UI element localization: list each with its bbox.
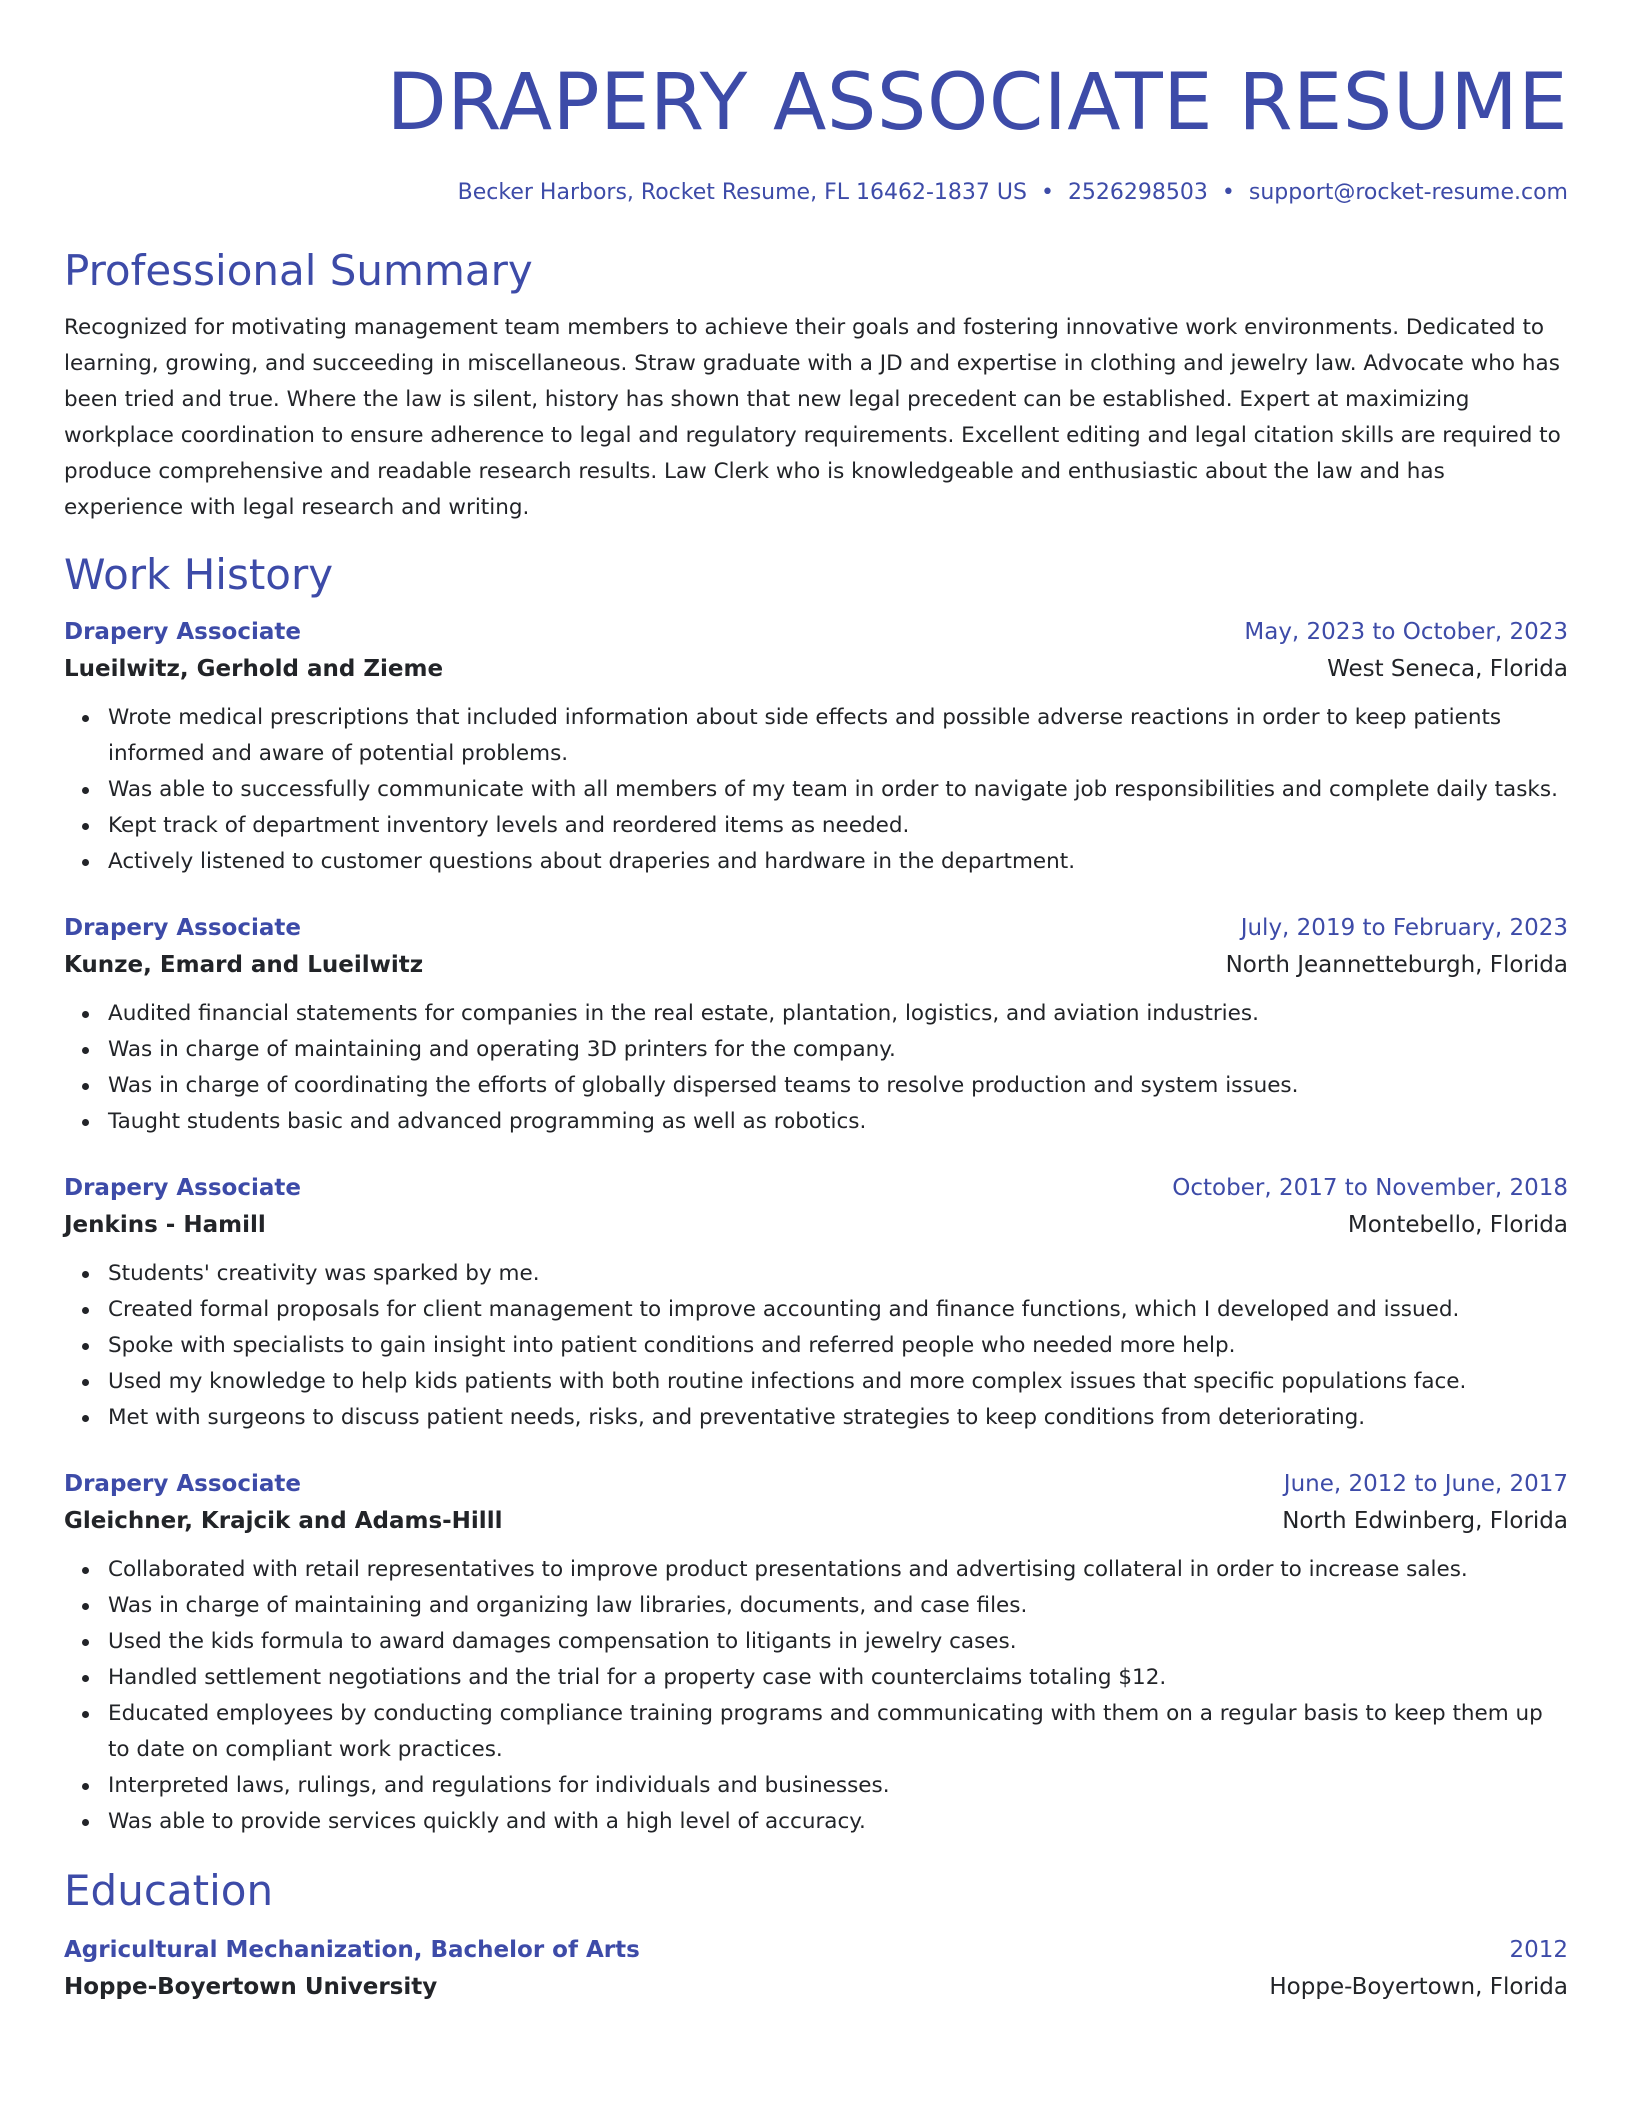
job-bullet: Met with surgeons to discuss patient needs, risks, and preventative strategies to keep conditions from deteriorating. xyxy=(108,1400,1568,1436)
job-bullet: Wrote medical prescriptions that included information about side effects and possible adverse reactions in order to keep patients informed and aware of potential problems. xyxy=(108,700,1568,772)
job-bullet: Educated employees by conducting compliance training programs and communicating with them on a regular basis to keep them up to date on compliant work practices. xyxy=(108,1696,1568,1768)
job-bullet-list xyxy=(64,996,1568,1140)
job-bullet: Interpreted laws, rulings, and regulations for individuals and businesses. xyxy=(108,1768,1568,1804)
job-location: North Jeannetteburgh, Florida xyxy=(1225,952,1568,978)
job-bullet: Kept track of department inventory levels and reordered items as needed. xyxy=(108,808,1568,844)
job-bullet: Created formal proposals for client management to improve accounting and finance functions, which I developed and issued. xyxy=(108,1292,1568,1328)
contact-address: Becker Harbors, Rocket Resume, FL 16462-1837 US xyxy=(457,180,1027,205)
job-bullet: Spoke with specialists to gain insight into patient conditions and referred people who needed more help. xyxy=(108,1328,1568,1364)
job-title: Drapery Associate xyxy=(64,1471,301,1497)
job-bullet-list xyxy=(64,1552,1568,1840)
resume-title: DRAPERY ASSOCIATE RESUME xyxy=(386,58,1568,148)
contact-email: support@rocket-resume.com xyxy=(1248,180,1568,205)
professional-summary-section xyxy=(64,244,1568,526)
job-bullet: Was in charge of maintaining and operating 3D printers for the company. xyxy=(108,1032,1568,1068)
job-bullet: Was in charge of maintaining and organizing law libraries, documents, and case files. xyxy=(108,1588,1568,1624)
job-location: West Seneca, Florida xyxy=(1327,656,1568,682)
job-dates: June, 2012 to June, 2017 xyxy=(1283,1471,1568,1497)
job-company: Jenkins - Hamill xyxy=(64,1212,266,1238)
education-location: Hoppe-Boyertown, Florida xyxy=(1269,1974,1568,2000)
job-bullet: Was able to provide services quickly and with a high level of accuracy. xyxy=(108,1804,1568,1840)
work-history-section xyxy=(64,548,1568,1840)
education-degree: Agricultural Mechanization, Bachelor of Arts xyxy=(64,1937,640,1963)
job-location: Montebello, Florida xyxy=(1347,1212,1568,1238)
contact-phone: 2526298503 xyxy=(1067,180,1208,205)
job-title: Drapery Associate xyxy=(64,619,301,645)
contact-separator: • xyxy=(1040,180,1054,205)
job-bullet: Actively listened to customer questions about draperies and hardware in the department. xyxy=(108,844,1568,880)
job-dates: October, 2017 to November, 2018 xyxy=(1172,1175,1568,1201)
job-bullet: Audited financial statements for companies in the real estate, plantation, logistics, and aviation industries. xyxy=(108,996,1568,1032)
job-company: Gleichner, Krajcik and Adams-Hilll xyxy=(64,1508,503,1534)
section-heading-summary: Professional Summary xyxy=(64,246,533,295)
education-entry xyxy=(64,1932,1568,2006)
job-bullet: Used the kids formula to award damages compensation to litigants in jewelry cases. xyxy=(108,1624,1568,1660)
contact-separator: • xyxy=(1221,180,1235,205)
summary-text: Recognized for motivating management team members to achieve their goals and fostering innovative work environments. Dedicated to learning, growing, and succeeding in miscellaneous. Straw graduate with a JD and expertise in clothing and jewelry law. Advocate who has been tried and true. Where the law is silent, history has shown that new legal precedent can be established. Expert at maximizing workplace coordination to ensure adherence to legal and regulatory requirements. Excellent editing and legal citation skills are required to produce comprehensive and readable research results. Law Clerk who is knowledgeable and enthusiastic about the law and has experience with legal research and writing. xyxy=(64,315,1561,520)
job-entry xyxy=(64,910,1568,1140)
education-school: Hoppe-Boyertown University xyxy=(64,1974,438,2000)
job-title: Drapery Associate xyxy=(64,915,301,941)
section-heading-work-history: Work History xyxy=(64,550,334,599)
job-bullet: Handled settlement negotiations and the trial for a property case with counterclaims totaling $12. xyxy=(108,1660,1568,1696)
job-bullet: Taught students basic and advanced programming as well as robotics. xyxy=(108,1104,1568,1140)
job-bullet: Collaborated with retail representatives to improve product presentations and advertising collateral in order to increase sales. xyxy=(108,1552,1568,1588)
job-bullet: Used my knowledge to help kids patients with both routine infections and more complex issues that specific populations face. xyxy=(108,1364,1568,1400)
contact-line xyxy=(64,178,1568,208)
education-year: 2012 xyxy=(1509,1937,1568,1963)
job-company: Kunze, Emard and Lueilwitz xyxy=(64,952,424,978)
job-dates: May, 2023 to October, 2023 xyxy=(1244,619,1568,645)
job-bullet-list xyxy=(64,1256,1568,1436)
job-company: Lueilwitz, Gerhold and Zieme xyxy=(64,656,444,682)
job-location: North Edwinberg, Florida xyxy=(1282,1508,1568,1534)
job-entry xyxy=(64,1466,1568,1840)
section-heading-education: Education xyxy=(64,1866,274,1915)
job-entry xyxy=(64,614,1568,880)
education-section xyxy=(64,1864,1568,2006)
job-dates: July, 2019 to February, 2023 xyxy=(1240,915,1568,941)
job-bullet: Was in charge of coordinating the efforts of globally dispersed teams to resolve production and system issues. xyxy=(108,1068,1568,1104)
job-bullet: Students' creativity was sparked by me. xyxy=(108,1256,1568,1292)
job-entry xyxy=(64,1170,1568,1436)
job-bullet-list xyxy=(64,700,1568,880)
job-title: Drapery Associate xyxy=(64,1175,301,1201)
job-bullet: Was able to successfully communicate with all members of my team in order to navigate job responsibilities and complete daily tasks. xyxy=(108,772,1568,808)
